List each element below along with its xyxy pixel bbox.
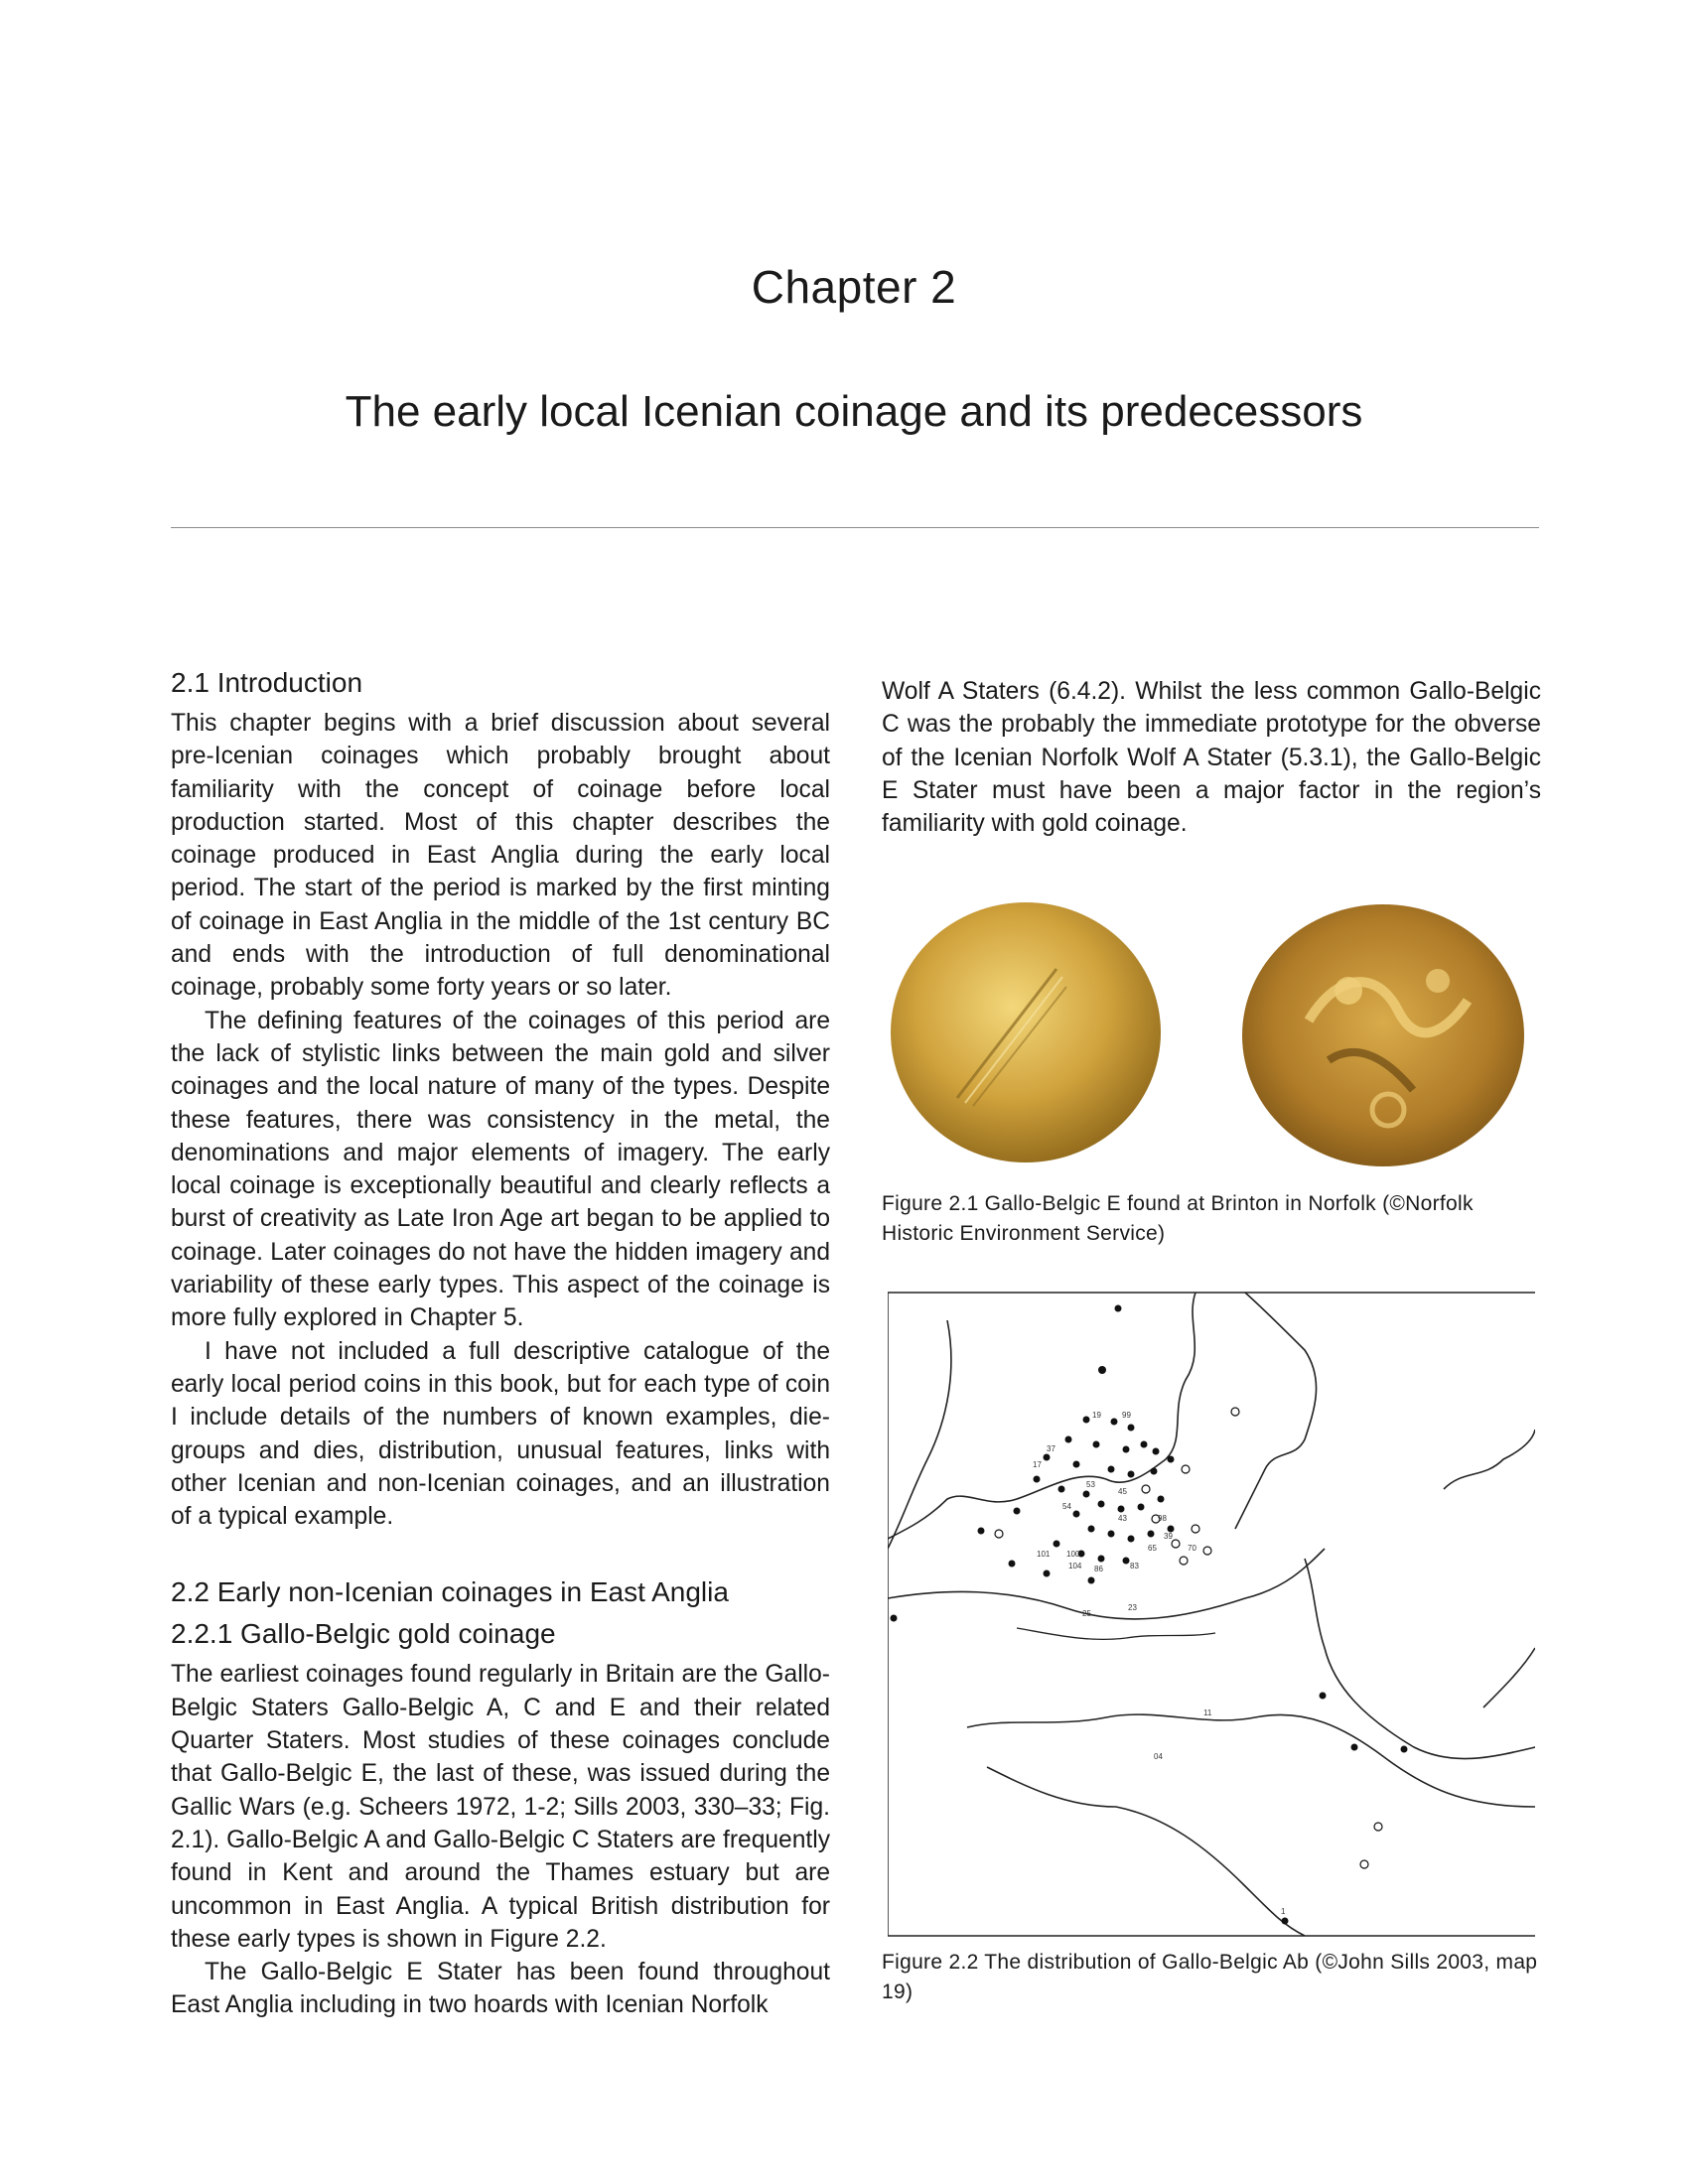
gallo-belgic-paragraph-1: The earliest coinages found regularly in Britain are the Gallo-Belgic Staters Gallo-Belgic A, C and E and their related Quarter Staters. Most studies of these coinages conclude that Gallo-Belgic E, the last of these, was issued during the Gallic Wars (e.g. Scheers 1972, 1-2; Sills 2003, 330–33; Fig. 2.1). Gallo-Belgic A and Gallo-Belgic C Staters are frequently found in Kent and around the Thames estuary but are uncommon in East Anglia. A typical British distribution for these early types is shown in Figure 2.2. — [171, 1661, 830, 1953]
map-label: 65 — [1148, 1544, 1157, 1553]
map-label: 45 — [1118, 1487, 1127, 1496]
figure-2-1-caption: Figure 2.1 Gallo-Belgic E found at Brinton in Norfolk (©Norfolk Historic Environment Service) — [882, 1192, 1474, 1245]
map-label: 11 — [1203, 1708, 1212, 1717]
map-label: 23 — [1128, 1603, 1137, 1612]
coin-obverse-image — [888, 899, 1164, 1165]
map-label: 25 — [1082, 1609, 1091, 1618]
map-label: 53 — [1086, 1480, 1095, 1489]
gallo-belgic-paragraph-2: The Gallo-Belgic E Stater has been found throughout East Anglia including in two hoards with Icenian Norfolk — [171, 1959, 830, 2019]
map-label: 37 — [1047, 1444, 1055, 1453]
intro-paragraph-2: The defining features of the coinages of this period are the lack of stylistic links between the main gold and silver coinages and the local nature of many of the types. Despite these features, there was consistency in the metal, the denominations and major elements of imagery. The early local coinage is exceptionally beautiful and clearly reflects a burst of creativity as Late Iron Age art began to be applied to coinage. Later coinages do not have the hidden imagery and variability of these early types. This aspect of the coinage is more fully explored in Chapter 5. — [171, 1007, 830, 1332]
map-label: 104 — [1068, 1562, 1082, 1570]
intro-paragraph-1: This chapter begins with a brief discussion about several pre-Icenian coinages which probably brought about familiarity with the concept of coinage before local production started. Most of this chapter describes the coinage produced in East Anglia during the early local period. The start of the period is marked by the first minting of coinage in East Anglia in the middle of the 1st century BC and ends with the introduction of full denominational coinage, probably some forty years or so later. — [171, 710, 830, 1002]
map-label: 101 — [1037, 1550, 1051, 1559]
map-label: 83 — [1130, 1562, 1139, 1570]
map-label: 04 — [1154, 1752, 1163, 1761]
map-label: 70 — [1188, 1544, 1196, 1553]
map-label: 1 — [1281, 1907, 1286, 1916]
chapter-title: The early local Icenian coinage and its predecessors — [345, 387, 1363, 436]
subsection-heading-gallo-belgic: 2.2.1 Gallo-Belgic gold coinage — [171, 1618, 556, 1650]
section-heading-introduction: 2.1 Introduction — [171, 667, 363, 698]
map-label: 54 — [1062, 1502, 1071, 1511]
distribution-map — [888, 1291, 1535, 1938]
map-label: 39 — [1164, 1532, 1173, 1541]
coin-reverse-image — [1239, 901, 1527, 1169]
intro-paragraph-3: I have not included a full descriptive catalogue of the early local period coins in this book, but for each type of coin I include details of the numbers of known examples, die-groups and dies, distribution, unusual features, links with other Icenian and non-Icenian coinages, and an illustration of a typical example. — [171, 1337, 830, 1531]
section-heading-early-non-icenian: 2.2 Early non-Icenian coinages in East Anglia — [171, 1576, 729, 1608]
map-label: 43 — [1118, 1514, 1127, 1523]
map-label: 98 — [1158, 1514, 1167, 1523]
map-label: 100 — [1066, 1550, 1080, 1559]
map-label: 17 — [1033, 1460, 1042, 1469]
map-label: 99 — [1122, 1411, 1131, 1420]
figure-2-2-caption: Figure 2.2 The distribution of Gallo-Belgic Ab (©John Sills 2003, map 19) — [882, 1951, 1538, 2003]
right-paragraph-1: Wolf A Staters (6.4.2). Whilst the less common Gallo-Belgic C was the probably the immediate prototype for the obverse of the Icenian Norfolk Wolf A Stater (5.3.1), the Gallo-Belgic E Stater must have been a major factor in the region’s familiarity with gold coinage. — [882, 678, 1541, 838]
map-label: 86 — [1094, 1565, 1103, 1573]
map-label: 19 — [1092, 1411, 1101, 1420]
title-rule — [171, 527, 1539, 528]
left-column — [171, 665, 830, 2022]
chapter-label: Chapter 2 — [751, 261, 957, 313]
right-column — [882, 675, 1541, 840]
